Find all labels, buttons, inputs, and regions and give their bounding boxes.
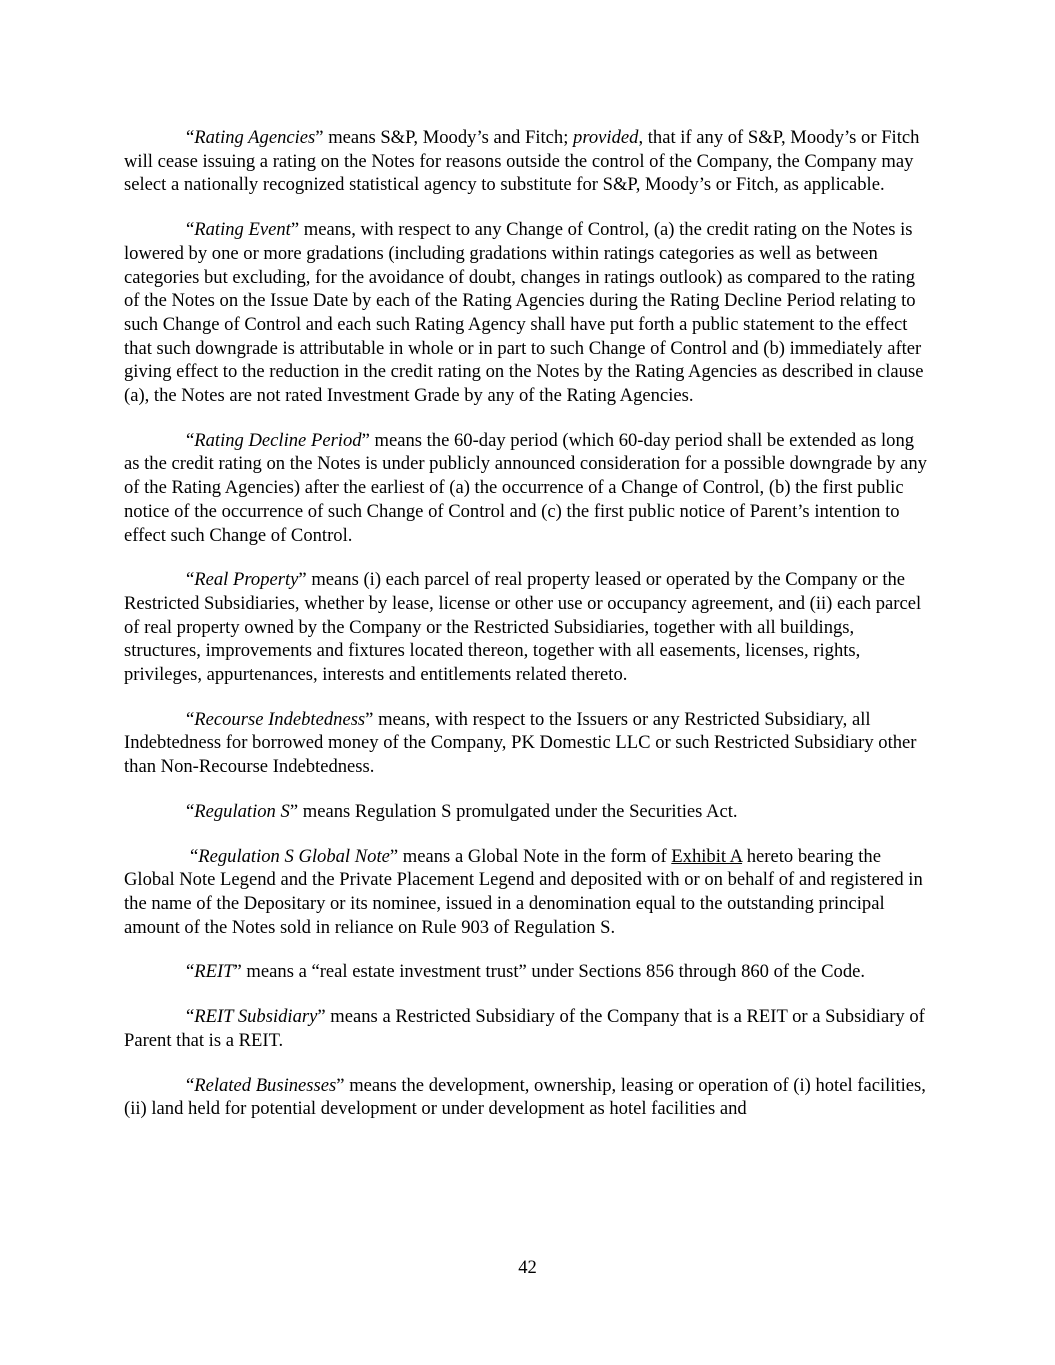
page-number: 42 [518, 1257, 537, 1278]
defined-term: Real Property [194, 569, 299, 591]
defined-term: Rating Agencies [194, 127, 316, 148]
defined-term: REIT Subsidiary [194, 1006, 318, 1028]
definition-recourse-indebtedness: “Recourse Indebtedness” means, with respect to the Issuers or any Restricted Subsidiary, all Indebtedness for borrowed money of the Company, PK Domestic LLC or such Restricted Subsidiary other than Non-Recourse Indebtedness. [124, 708, 917, 778]
defined-term: Related Businesses [194, 1074, 337, 1096]
definition-real-property: “Real Property” means (i) each parcel of real property leased or operated by the Company or the Restricted Subsidiaries, whether by lease, license or other use or occupancy agreement, and (ii) each parcel of real property owned by the Company or the Restricted Subsidiaries, together with all buildings, structures, improvements and fixtures located thereon, together with all easements, licenses, rights, privileges, appurtenances, interests and entitlements related thereto. [124, 569, 922, 686]
definition-rating-decline-period: “Rating Decline Period” means the 60-day period (which 60-day period shall be extended as long as the credit rating on the Notes is under publicly announced consideration for a possible downgrade by any of the Rating Agencies) after the earliest of (a) the occurrence of a Change of Control, (b) the first public notice of the occurrence of such Change of Control and (c) the first public notice of Parent’s intention to effect such Change of Control. [124, 429, 927, 546]
italic-word: provided [573, 127, 639, 148]
definition-rating-agencies: “Rating Agencies” means S&P, Moody’s and Fitch; provided, that if any of S&P, Moody’s or Fitch will cease issuing a rating on the Notes for reasons outside the control of the Company, the Company may select a nationally recognized statistical agency to substitute for S&P, Moody’s or Fitch, as applicable. [124, 127, 920, 196]
definition-regulation-s-global-note: “Regulation S Global Note” means a Global Note in the form of Exhibit A hereto bearing the Global Note Legend and the Private Placement Legend and deposited with or on behalf of and registered in the name of the Depositary or its nominee, issued in a denomination equal to the outstanding principal amount of the Notes sold in reliance on Rule 903 of Regulation S. [124, 845, 923, 938]
definition-regulation-s: “Regulation S” means Regulation S promulgated under the Securities Act. [186, 800, 738, 822]
defined-term: Recourse Indebtedness [194, 708, 366, 730]
definition-reit: “REIT” means a “real estate investment trust” under Sections 856 through 860 of the Code. [186, 961, 866, 983]
document-page [124, 126, 934, 1142]
defined-term: Regulation S [194, 800, 290, 822]
definition-rating-event: “Rating Event” means, with respect to any Change of Control, (a) the credit rating on the Notes is lowered by one or more gradations (including gradations within ratings categories as well as between categories but excluding, for the avoidance of doubt, changes in ratings outlook) as compared to the rating of the Notes on the Issue Date by each of the Rating Agencies during the Rating Decline Period relating to such Change of Control and each such Rating Agency shall have put forth a public statement to the effect that such downgrade is attributable in whole or in part to such Change of Control and (b) immediately after giving effect to the reduction in the credit rating on the Notes by the Rating Agencies as described in clause (a), the Notes are not rated Investment Grade by any of the Rating Agencies. [124, 219, 924, 407]
definition-related-businesses: “Related Businesses” means the development, ownership, leasing or operation of (i) hotel facilities, (ii) land held for potential development or under development as hotel facilities and [124, 1074, 926, 1120]
exhibit-a-reference: Exhibit A [671, 845, 743, 867]
defined-term: Rating Decline Period [194, 429, 362, 451]
defined-term: Regulation S Global Note [198, 845, 390, 867]
defined-term: REIT [194, 961, 234, 983]
defined-term: Rating Event [194, 219, 291, 241]
definition-reit-subsidiary: “REIT Subsidiary” means a Restricted Subsidiary of the Company that is a REIT or a Subsidiary of Parent that is a REIT. [124, 1006, 925, 1051]
